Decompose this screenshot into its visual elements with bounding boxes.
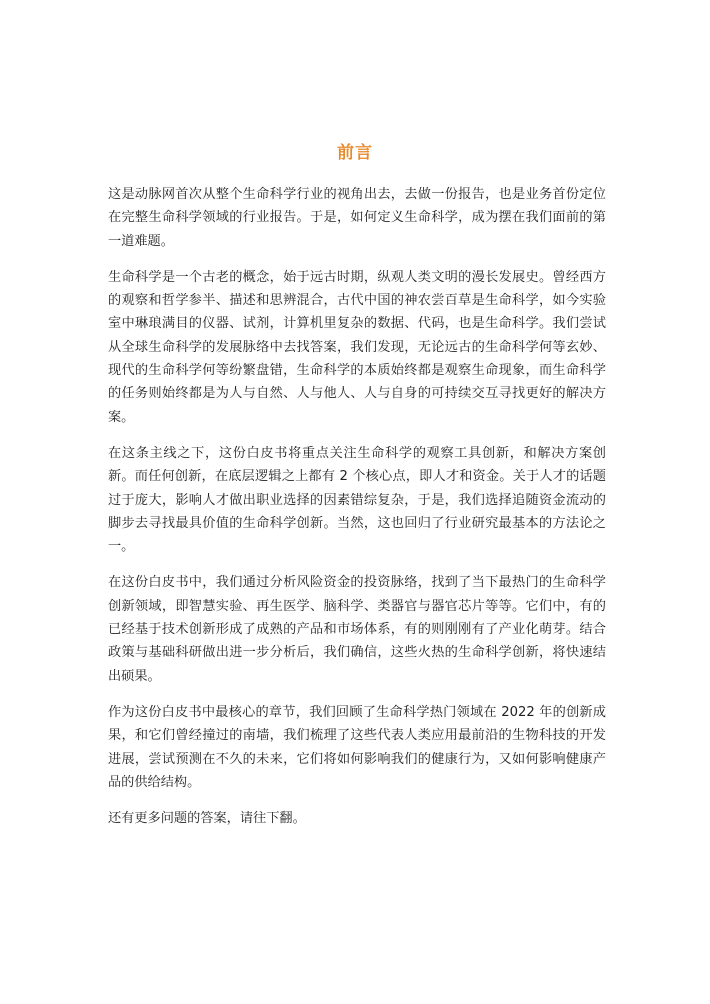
paragraph-closing: 还有更多问题的答案，请往下翻。 bbox=[108, 811, 306, 827]
document-body bbox=[108, 183, 606, 843]
paragraph-intro: 这是动脉网首次从整个生命科学行业的视角出去，去做一份报告，也是业务首份定位在完整生命科学领域的行业报告。于是，如何定义生命科学，成为摆在我们面前的第一道难题。 bbox=[108, 187, 606, 249]
page-title: 前言 bbox=[337, 143, 373, 163]
paragraph-history: 生命科学是一个古老的概念，始于远古时期，纵观人类文明的漫长发展史。曾经西方的观察和哲学参半、描述和思辨混合，古代中国的神农尝百草是生命科学，如今实验室中琳琅满目的仪器、试剂，计算机里复杂的数据、代码，也是生命科学。我们尝试从全球生命科学的发展脉络中去找答案，我们发现，无论远古的生命科学何等玄妙、现代的生命科学何等纷繁盘错，生命科学的本质始终都是观察生命现象，而生命科学的任务则始终都是为人与自然、人与他人、人与自身的可持续交互寻找更好的解决方案。 bbox=[108, 269, 606, 425]
paragraph-investment: 在这份白皮书中，我们通过分析风险资金的投资脉络，找到了当下最热门的生命科学创新领域，即智慧实验、再生医学、脑科学、类器官与器官芯片等等。它们中，有的已经基于技术创新形成了成熟的产品和市场体系，有的则刚刚有了产业化萌芽。结合政策与基础科研做出进一步分析后，我们确信，这些火热的生命科学创新，将快速结出硕果。 bbox=[108, 575, 606, 684]
paragraph-mainline: 在这条主线之下，这份白皮书将重点关注生命科学的观察工具创新，和解决方案创新。而任何创新，在底层逻辑之上都有 2 个核心点，即人才和资金。关于人才的话题过于庞大，影响人才做出职业选择的因素错综复杂，于是，我们选择追随资金流动的脚步去寻找最具价值的生命科学创新。当然，这也回归了行业研究最基本的方法论之一。 bbox=[108, 445, 606, 555]
paragraph-core-chapter: 作为这份白皮书中最核心的章节，我们回顾了生命科学热门领域在 2022 年的创新成果，和它们曾经撞过的南墙，我们梳理了这些代表人类应用最前沿的生物科技的开发进展，尝试预测在不久的未来，它们将如何影响我们的健康行为，又如何影响健康产品的供给结构。 bbox=[108, 704, 606, 790]
